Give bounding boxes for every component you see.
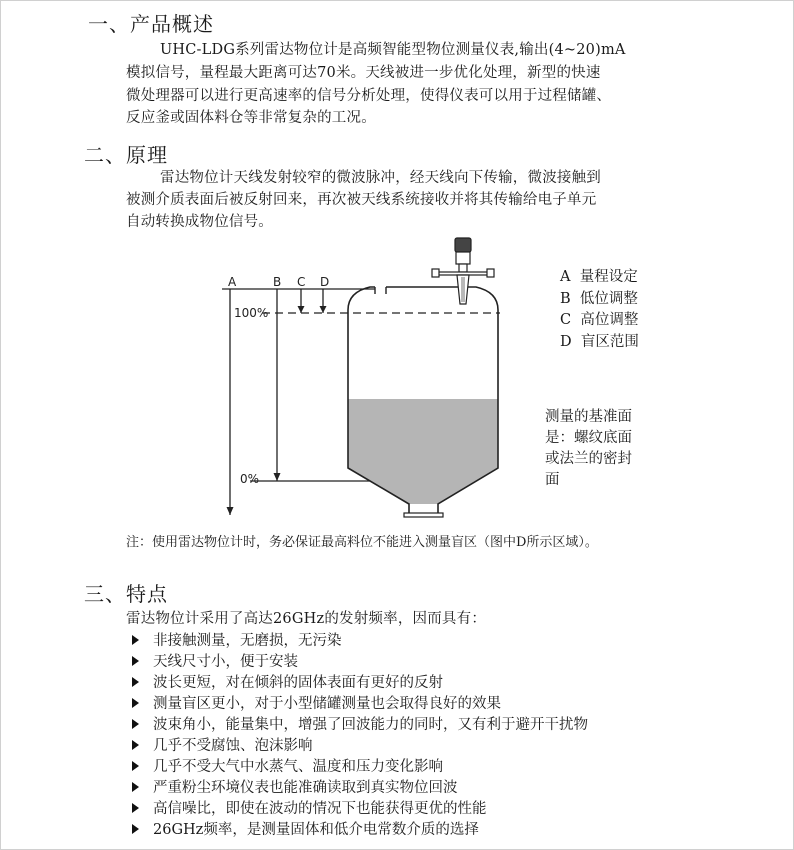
legend-item-a: A 量程设定 xyxy=(560,269,638,285)
marker-b: B xyxy=(273,275,282,289)
marker-d: D xyxy=(320,275,330,289)
overview-line-2: 模拟信号，量程最大距离可达70米。天线被进一步优化处理，新型的快速 xyxy=(126,65,601,81)
bullet-icon xyxy=(132,782,139,792)
legend-item-b: B 低位调整 xyxy=(560,290,638,307)
principle-heading: 二、原理 xyxy=(84,143,168,167)
list-item: 严重粉尘环境仪表也能准确读取到真实物位回波 xyxy=(130,776,588,797)
radar-instrument xyxy=(432,238,494,304)
outlet-flange xyxy=(404,513,443,517)
list-item: 高信噪比，即使在波动的情况下也能获得更优的性能 xyxy=(130,797,588,818)
marker-c: C xyxy=(297,275,306,289)
radar-tank-diagram xyxy=(210,232,510,522)
marker-a: A xyxy=(228,275,237,289)
list-item: 几乎不受腐蚀、泡沫影响 xyxy=(130,734,588,755)
bullet-icon xyxy=(132,824,139,834)
overview-line-1: UHC-LDG系列雷达物位计是高频智能型物位测量仪表,输出(4~20)mA xyxy=(160,42,626,58)
level-100-label: 100% xyxy=(234,306,269,320)
measurement-basis-text: 测量的基准面 是：螺纹底面 或法兰的密封 面 xyxy=(545,409,632,488)
bullet-icon xyxy=(132,719,139,729)
list-item: 天线尺寸小，便于安装 xyxy=(130,650,588,671)
features-intro: 雷达物位计采用了高达26GHz的发射频率，因而具有： xyxy=(126,611,487,627)
legend-item-d: D 盲区范围 xyxy=(560,333,639,350)
list-item: 几乎不受大气中水蒸气、温度和压力变化影响 xyxy=(130,755,588,776)
diagram-legend xyxy=(560,265,639,351)
bullet-icon xyxy=(132,677,139,687)
list-item: 测量盲区更小，对于小型储罐测量也会取得良好的效果 xyxy=(130,692,588,713)
overview-heading: 一、产品概述 xyxy=(88,12,214,36)
overview-line-4: 反应釜或固体料仓等非常复杂的工况。 xyxy=(126,110,376,126)
bullet-icon xyxy=(132,761,139,771)
bullet-icon xyxy=(132,740,139,750)
list-item: 波长更短，对在倾斜的固体表面有更好的反射 xyxy=(130,671,588,692)
principle-line-3: 自动转换成物位信号。 xyxy=(126,214,273,230)
list-item: 非接触测量，无磨损，无污染 xyxy=(130,629,588,650)
overview-line-3: 微处理器可以进行更高速率的信号分析处理，使得仪表可以用于过程储罐、 xyxy=(126,88,612,104)
principle-line-2: 被测介质表面后被反射回来，再次被天线系统接收并将其传输给电子单元 xyxy=(126,192,597,208)
bullet-icon xyxy=(132,635,139,645)
blind-zone-note: 注：使用雷达物位计时，务必保证最高料位不能进入测量盲区（图中D所示区域）。 xyxy=(126,535,598,550)
legend-item-c: C 高位调整 xyxy=(560,312,639,328)
bullet-icon xyxy=(132,656,139,666)
features-heading: 三、特点 xyxy=(84,582,168,606)
bullet-icon xyxy=(132,803,139,813)
bullet-icon xyxy=(132,698,139,708)
features-list xyxy=(130,629,588,839)
list-item: 波束角小，能量集中，增强了回波能力的同时，又有利于避开干扰物 xyxy=(130,713,588,734)
principle-line-1: 雷达物位计天线发射较窄的微波脉冲，经天线向下传输，微波接触到 xyxy=(160,170,601,186)
level-0-label: 0% xyxy=(240,472,260,486)
material-fill xyxy=(348,399,498,504)
list-item: 26GHz频率，是测量固体和低介电常数介质的选择 xyxy=(130,818,588,839)
